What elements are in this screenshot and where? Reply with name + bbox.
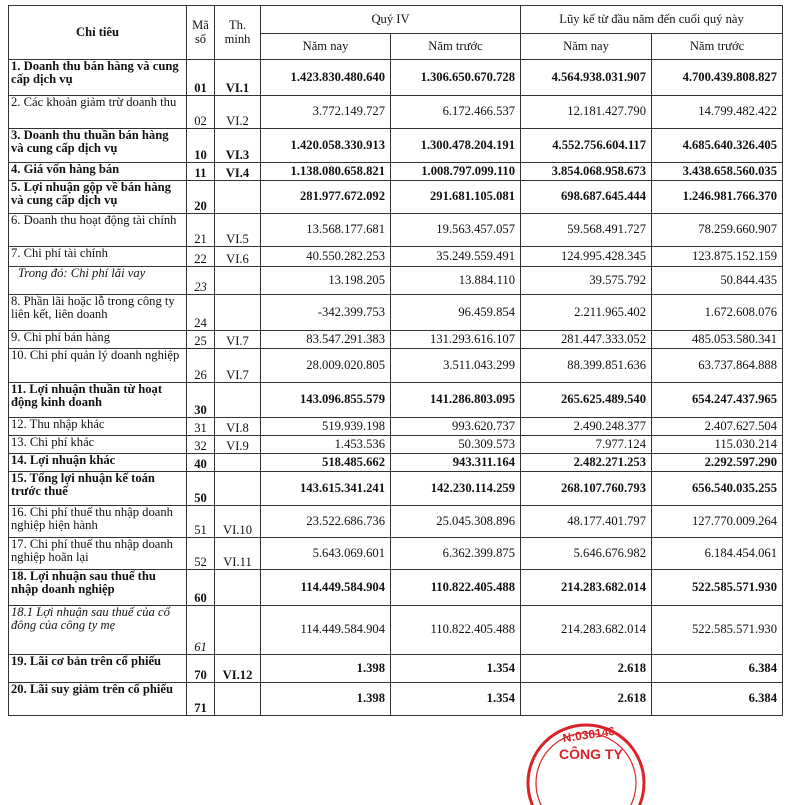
row-quarter-last-year: 96.459.854 xyxy=(391,295,521,331)
row-quarter-last-year: 110.822.405.488 xyxy=(391,606,521,655)
table-row xyxy=(9,295,783,331)
row-code: 30 xyxy=(187,383,215,418)
row-note: VI.6 xyxy=(215,247,261,267)
row-quarter-this-year: 5.643.069.601 xyxy=(261,538,391,570)
table-row xyxy=(9,418,783,436)
table-row xyxy=(9,538,783,570)
row-label: 16. Chi phí thuế thu nhập doanh nghiệp hiện hành xyxy=(9,506,187,538)
row-quarter-this-year: 13.198.205 xyxy=(261,267,391,295)
row-ytd-last-year: 3.438.658.560.035 xyxy=(652,163,783,181)
row-quarter-last-year: 13.884.110 xyxy=(391,267,521,295)
row-ytd-this-year: 3.854.068.958.673 xyxy=(521,163,652,181)
table-row xyxy=(9,331,783,349)
table-row xyxy=(9,96,783,129)
row-label: 20. Lãi suy giảm trên cổ phiếu xyxy=(9,683,187,716)
row-quarter-this-year: 3.772.149.727 xyxy=(261,96,391,129)
row-ytd-last-year: 522.585.571.930 xyxy=(652,570,783,606)
row-quarter-last-year: 1.354 xyxy=(391,655,521,683)
row-quarter-last-year: 110.822.405.488 xyxy=(391,570,521,606)
row-quarter-last-year: 50.309.573 xyxy=(391,436,521,454)
row-ytd-last-year: 50.844.435 xyxy=(652,267,783,295)
row-label: 8. Phần lãi hoặc lỗ trong công ty liên kết, liên doanh xyxy=(9,295,187,331)
table-row xyxy=(9,436,783,454)
row-ytd-last-year: 123.875.152.159 xyxy=(652,247,783,267)
table-body xyxy=(9,60,783,716)
row-label: 18.1 Lợi nhuận sau thuế của cổ đông của công ty mẹ xyxy=(9,606,187,655)
header-indicator: Chỉ tiêu xyxy=(9,6,187,60)
row-quarter-this-year: 23.522.686.736 xyxy=(261,506,391,538)
row-code: 61 xyxy=(187,606,215,655)
row-ytd-last-year: 6.384 xyxy=(652,683,783,716)
row-ytd-this-year: 59.568.491.727 xyxy=(521,214,652,247)
row-note: VI.7 xyxy=(215,349,261,383)
row-ytd-this-year: 2.490.248.377 xyxy=(521,418,652,436)
row-ytd-this-year: 88.399.851.636 xyxy=(521,349,652,383)
row-quarter-this-year: 13.568.177.681 xyxy=(261,214,391,247)
row-label: 1. Doanh thu bán hàng và cung cấp dịch vụ xyxy=(9,60,187,96)
table-row xyxy=(9,247,783,267)
row-quarter-last-year: 141.286.803.095 xyxy=(391,383,521,418)
row-label: 11. Lợi nhuận thuần từ hoạt động kinh doanh xyxy=(9,383,187,418)
row-label: 13. Chi phí khác xyxy=(9,436,187,454)
row-code: 11 xyxy=(187,163,215,181)
income-statement-table xyxy=(8,5,783,716)
row-ytd-last-year: 2.292.597.290 xyxy=(652,454,783,472)
row-ytd-last-year: 656.540.035.255 xyxy=(652,472,783,506)
row-ytd-this-year: 124.995.428.345 xyxy=(521,247,652,267)
row-ytd-this-year: 268.107.760.793 xyxy=(521,472,652,506)
row-ytd-this-year: 4.552.756.604.117 xyxy=(521,129,652,163)
row-note xyxy=(215,295,261,331)
row-note: VI.1 xyxy=(215,60,261,96)
row-ytd-last-year: 4.700.439.808.827 xyxy=(652,60,783,96)
row-label: 2. Các khoản giảm trừ doanh thu xyxy=(9,96,187,129)
row-label: 19. Lãi cơ bản trên cổ phiếu xyxy=(9,655,187,683)
table-row xyxy=(9,655,783,683)
row-code: 22 xyxy=(187,247,215,267)
row-ytd-last-year: 78.259.660.907 xyxy=(652,214,783,247)
row-ytd-last-year: 1.672.608.076 xyxy=(652,295,783,331)
row-quarter-this-year: 1.398 xyxy=(261,683,391,716)
row-note: VI.4 xyxy=(215,163,261,181)
row-ytd-last-year: 63.737.864.888 xyxy=(652,349,783,383)
row-note: VI.9 xyxy=(215,436,261,454)
row-quarter-this-year: -342.399.753 xyxy=(261,295,391,331)
row-quarter-last-year: 1.306.650.670.728 xyxy=(391,60,521,96)
header-quarter-this-year: Năm nay xyxy=(261,34,391,60)
row-label: 15. Tổng lợi nhuận kế toán trước thuế xyxy=(9,472,187,506)
row-quarter-last-year: 1.008.797.099.110 xyxy=(391,163,521,181)
row-quarter-last-year: 142.230.114.259 xyxy=(391,472,521,506)
table-row xyxy=(9,267,783,295)
table-row xyxy=(9,181,783,214)
row-note: VI.5 xyxy=(215,214,261,247)
row-label: 17. Chi phí thuế thu nhập doanh nghiệp hoãn lại xyxy=(9,538,187,570)
row-note: VI.10 xyxy=(215,506,261,538)
row-code: 51 xyxy=(187,506,215,538)
svg-text:N:030146: N:030146 xyxy=(561,723,616,746)
row-code: 21 xyxy=(187,214,215,247)
row-note xyxy=(215,472,261,506)
row-code: 02 xyxy=(187,96,215,129)
row-quarter-last-year: 3.511.043.299 xyxy=(391,349,521,383)
row-label: 18. Lợi nhuận sau thuế thu nhập doanh nghiệp xyxy=(9,570,187,606)
company-seal-stamp xyxy=(519,715,653,805)
row-ytd-last-year: 14.799.482.422 xyxy=(652,96,783,129)
row-quarter-last-year: 25.045.308.896 xyxy=(391,506,521,538)
row-code: 10 xyxy=(187,129,215,163)
row-code: 50 xyxy=(187,472,215,506)
row-ytd-this-year: 12.181.427.790 xyxy=(521,96,652,129)
row-quarter-this-year: 114.449.584.904 xyxy=(261,606,391,655)
row-ytd-last-year: 654.247.437.965 xyxy=(652,383,783,418)
table-row xyxy=(9,163,783,181)
row-code: 26 xyxy=(187,349,215,383)
row-ytd-this-year: 214.283.682.014 xyxy=(521,570,652,606)
row-quarter-this-year: 1.423.830.480.640 xyxy=(261,60,391,96)
row-ytd-last-year: 522.585.571.930 xyxy=(652,606,783,655)
header-code: Mã số xyxy=(187,6,215,60)
row-code: 20 xyxy=(187,181,215,214)
row-ytd-last-year: 6.384 xyxy=(652,655,783,683)
row-ytd-last-year: 4.685.640.326.405 xyxy=(652,129,783,163)
row-quarter-this-year: 1.398 xyxy=(261,655,391,683)
row-ytd-last-year: 115.030.214 xyxy=(652,436,783,454)
row-code: 01 xyxy=(187,60,215,96)
row-code: 24 xyxy=(187,295,215,331)
row-label: 5. Lợi nhuận gộp về bán hàng và cung cấp dịch vụ xyxy=(9,181,187,214)
row-quarter-this-year: 518.485.662 xyxy=(261,454,391,472)
row-code: 31 xyxy=(187,418,215,436)
row-quarter-this-year: 519.939.198 xyxy=(261,418,391,436)
row-ytd-this-year: 2.618 xyxy=(521,683,652,716)
row-label: 12. Thu nhập khác xyxy=(9,418,187,436)
header-quarter: Quý IV xyxy=(261,6,521,34)
row-ytd-this-year: 48.177.401.797 xyxy=(521,506,652,538)
row-ytd-last-year: 2.407.627.504 xyxy=(652,418,783,436)
row-label: 10. Chi phí quản lý doanh nghiệp xyxy=(9,349,187,383)
row-label: 6. Doanh thu hoạt động tài chính xyxy=(9,214,187,247)
table-row xyxy=(9,349,783,383)
header-ytd: Lũy kế từ đầu năm đến cuối quý này xyxy=(521,6,783,34)
header-ytd-this-year: Năm nay xyxy=(521,34,652,60)
table-row xyxy=(9,570,783,606)
table-row xyxy=(9,383,783,418)
row-ytd-this-year: 7.977.124 xyxy=(521,436,652,454)
row-note: VI.2 xyxy=(215,96,261,129)
row-label: 3. Doanh thu thuần bán hàng và cung cấp dịch vụ xyxy=(9,129,187,163)
row-note xyxy=(215,683,261,716)
row-ytd-this-year: 4.564.938.031.907 xyxy=(521,60,652,96)
row-ytd-this-year: 281.447.333.052 xyxy=(521,331,652,349)
row-note: VI.8 xyxy=(215,418,261,436)
row-ytd-this-year: 698.687.645.444 xyxy=(521,181,652,214)
row-ytd-this-year: 214.283.682.014 xyxy=(521,606,652,655)
row-ytd-this-year: 265.625.489.540 xyxy=(521,383,652,418)
row-ytd-this-year: 39.575.792 xyxy=(521,267,652,295)
row-ytd-this-year: 2.211.965.402 xyxy=(521,295,652,331)
row-quarter-last-year: 131.293.616.107 xyxy=(391,331,521,349)
row-code: 60 xyxy=(187,570,215,606)
row-quarter-last-year: 19.563.457.057 xyxy=(391,214,521,247)
header-note: Th. minh xyxy=(215,6,261,60)
row-quarter-last-year: 993.620.737 xyxy=(391,418,521,436)
table-row xyxy=(9,472,783,506)
row-quarter-this-year: 28.009.020.805 xyxy=(261,349,391,383)
row-quarter-this-year: 143.096.855.579 xyxy=(261,383,391,418)
row-ytd-last-year: 1.246.981.766.370 xyxy=(652,181,783,214)
row-quarter-this-year: 143.615.341.241 xyxy=(261,472,391,506)
row-quarter-this-year: 114.449.584.904 xyxy=(261,570,391,606)
row-note xyxy=(215,181,261,214)
row-quarter-last-year: 291.681.105.081 xyxy=(391,181,521,214)
row-note xyxy=(215,454,261,472)
table-row xyxy=(9,683,783,716)
row-label: 7. Chi phí tài chính xyxy=(9,247,187,267)
row-note: VI.7 xyxy=(215,331,261,349)
row-code: 40 xyxy=(187,454,215,472)
row-ytd-last-year: 485.053.580.341 xyxy=(652,331,783,349)
row-note: VI.12 xyxy=(215,655,261,683)
table-row xyxy=(9,60,783,96)
row-quarter-this-year: 1.453.536 xyxy=(261,436,391,454)
row-label: 9. Chi phí bán hàng xyxy=(9,331,187,349)
row-quarter-last-year: 6.362.399.875 xyxy=(391,538,521,570)
row-note xyxy=(215,570,261,606)
row-note: VI.3 xyxy=(215,129,261,163)
row-code: 25 xyxy=(187,331,215,349)
row-note xyxy=(215,606,261,655)
header-ytd-last-year: Năm trước xyxy=(652,34,783,60)
row-quarter-this-year: 281.977.672.092 xyxy=(261,181,391,214)
row-code: 52 xyxy=(187,538,215,570)
table-row xyxy=(9,129,783,163)
row-quarter-this-year: 83.547.291.383 xyxy=(261,331,391,349)
svg-text:CÔNG TY: CÔNG TY xyxy=(559,746,623,762)
row-ytd-last-year: 6.184.454.061 xyxy=(652,538,783,570)
row-code: 71 xyxy=(187,683,215,716)
table-row xyxy=(9,454,783,472)
row-quarter-this-year: 1.138.080.658.821 xyxy=(261,163,391,181)
row-quarter-last-year: 1.354 xyxy=(391,683,521,716)
row-quarter-this-year: 40.550.282.253 xyxy=(261,247,391,267)
table-row xyxy=(9,214,783,247)
row-ytd-this-year: 2.618 xyxy=(521,655,652,683)
row-ytd-this-year: 2.482.271.253 xyxy=(521,454,652,472)
table-row xyxy=(9,506,783,538)
row-quarter-last-year: 35.249.559.491 xyxy=(391,247,521,267)
row-quarter-last-year: 943.311.164 xyxy=(391,454,521,472)
row-ytd-this-year: 5.646.676.982 xyxy=(521,538,652,570)
row-note xyxy=(215,383,261,418)
row-code: 23 xyxy=(187,267,215,295)
row-quarter-last-year: 1.300.478.204.191 xyxy=(391,129,521,163)
row-quarter-last-year: 6.172.466.537 xyxy=(391,96,521,129)
row-label: 14. Lợi nhuận khác xyxy=(9,454,187,472)
row-code: 32 xyxy=(187,436,215,454)
table-row xyxy=(9,606,783,655)
row-quarter-this-year: 1.420.058.330.913 xyxy=(261,129,391,163)
row-note xyxy=(215,267,261,295)
row-note: VI.11 xyxy=(215,538,261,570)
row-label: 4. Giá vốn hàng bán xyxy=(9,163,187,181)
row-label: Trong đó: Chi phí lãi vay xyxy=(9,267,187,295)
header-quarter-last-year: Năm trước xyxy=(391,34,521,60)
row-code: 70 xyxy=(187,655,215,683)
row-ytd-last-year: 127.770.009.264 xyxy=(652,506,783,538)
